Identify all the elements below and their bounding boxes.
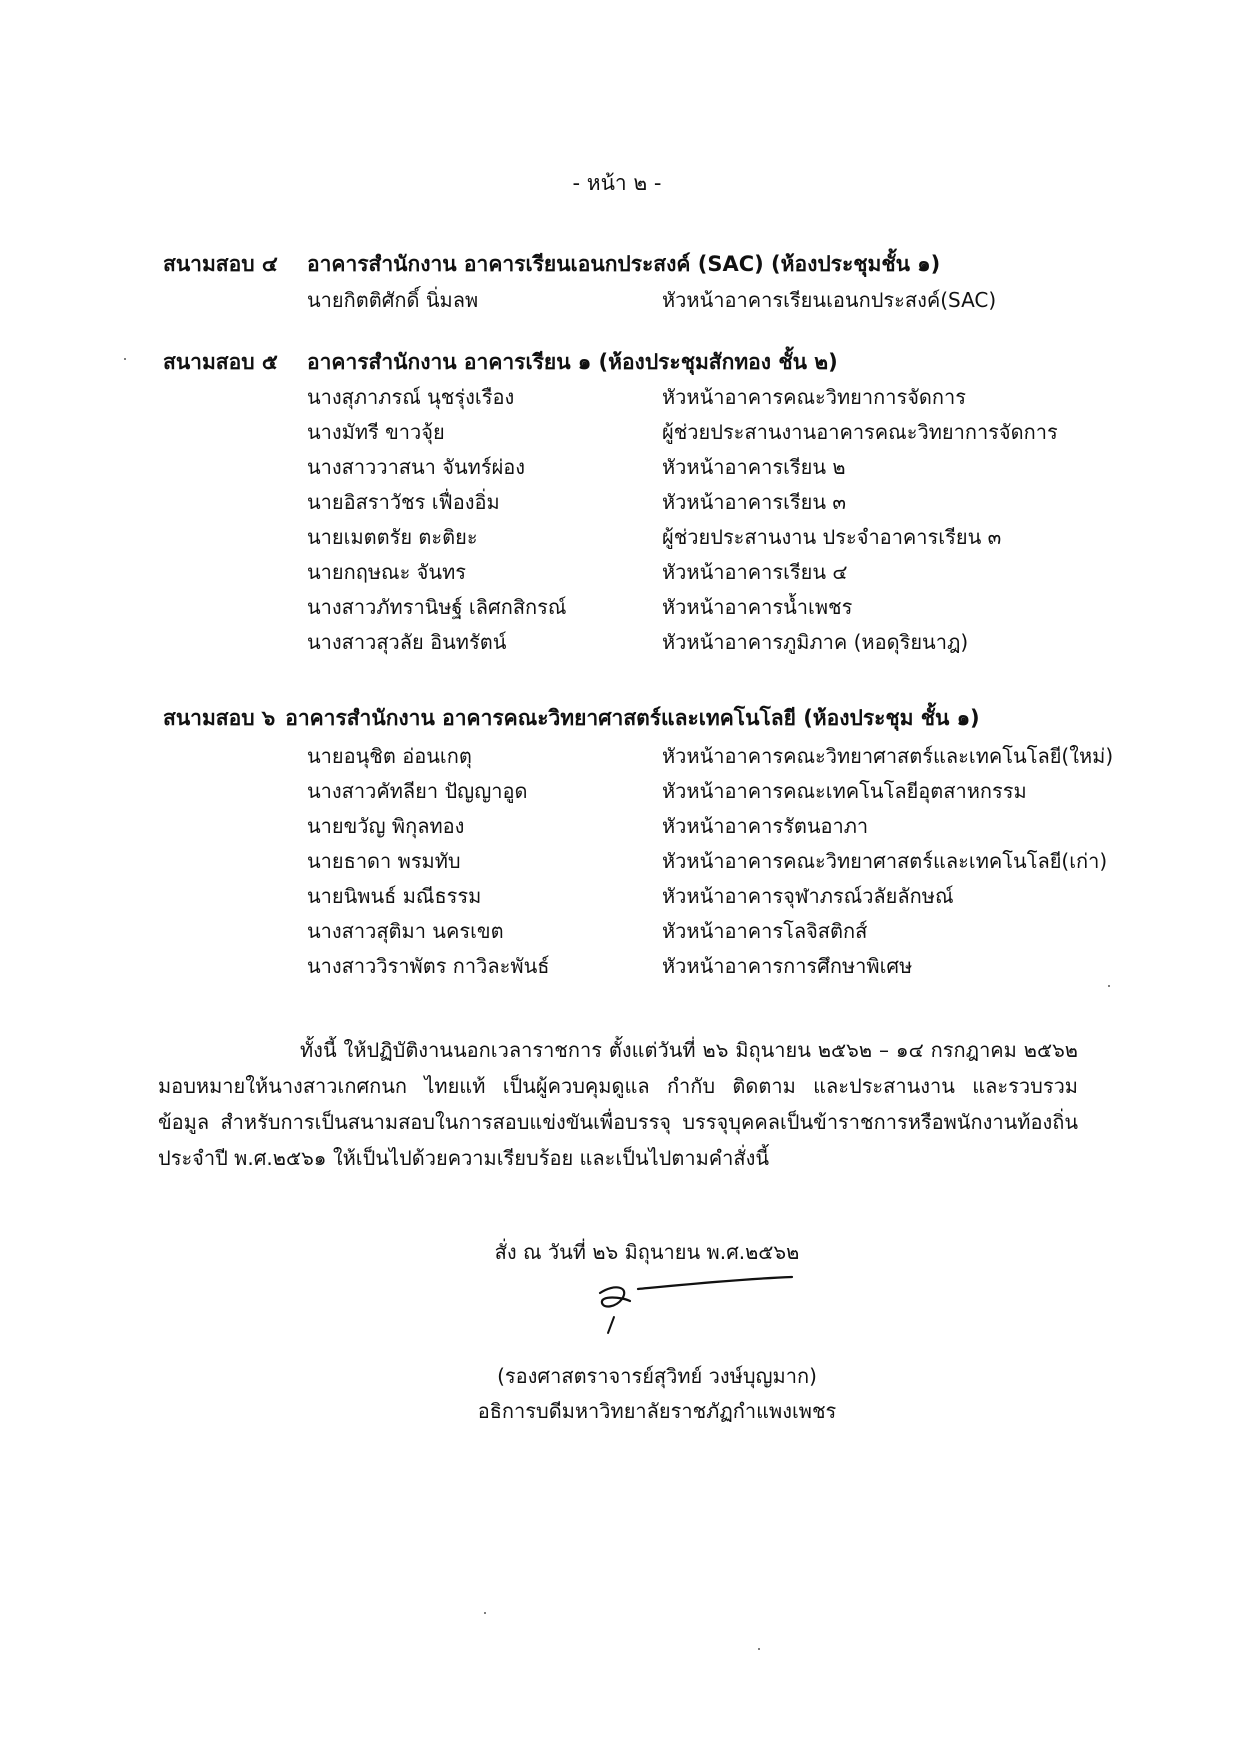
staff-name: นางสาวสุวลัย อินทรัตน์ (307, 630, 507, 654)
order-date: สั่ง ณ วันที่ ๒๖ มิถุนายน พ.ศ.๒๕๖๒ (494, 1240, 800, 1264)
staff-position: หัวหน้าอาคารการศึกษาพิเศษ (662, 954, 913, 978)
staff-row (307, 845, 1167, 879)
staff-name: นายขวัญ พิกุลทอง (307, 814, 465, 838)
exam-venue-4-heading (163, 248, 1114, 281)
staff-position: หัวหน้าอาคารจุฬาภรณ์วลัยลักษณ์ (662, 884, 954, 908)
staff-position: หัวหน้าอาคารเรียนเอนกประสงค์(SAC) (662, 288, 997, 312)
staff-row (307, 810, 1167, 844)
staff-name: นางสาวภัทรานิษฐ์ เลิศกสิกรณ์ (307, 595, 567, 619)
exam-venue-title: อาคารสำนักงาน อาคารเรียน ๑ (ห้องประชุมสักทอง ชั้น ๒) (307, 350, 838, 374)
staff-row (307, 284, 1167, 318)
staff-name: นายเมตตรัย ตะติยะ (307, 525, 478, 549)
staff-name: นางสาววาสนา จันทร์ผ่อง (307, 455, 526, 479)
staff-row (307, 416, 1167, 450)
staff-name: นายกิตติศักดิ์ นิ่มลพ (307, 288, 479, 312)
staff-row (307, 591, 1167, 625)
staff-row (307, 521, 1167, 555)
exam-venue-title: อาคารสำนักงาน อาคารคณะวิทยาศาสตร์และเทคโนโลยี (ห้องประชุม ชั้น ๑) (285, 706, 980, 730)
staff-name: นายธาดา พรมทับ (307, 849, 461, 873)
staff-position: หัวหน้าอาคารโลจิสติกส์ (662, 919, 868, 943)
staff-name: นางสาววิราพัตร กาวิละพันธ์ (307, 954, 550, 978)
staff-row (307, 915, 1167, 949)
scan-speck (758, 1648, 760, 1650)
staff-position: หัวหน้าอาคารรัตนอาภา (662, 814, 869, 838)
staff-position: หัวหน้าอาคารเรียน ๓ (662, 490, 847, 514)
staff-name: นายอิสราวัชร เฟื่องอิ่ม (307, 490, 500, 514)
staff-position: หัวหน้าอาคารเรียน ๒ (662, 455, 846, 479)
staff-position: หัวหน้าอาคารคณะวิทยาการจัดการ (662, 385, 967, 409)
staff-position: หัวหน้าอาคารน้ำเพชร (662, 595, 853, 619)
staff-row (307, 740, 1167, 774)
paragraph-line: ข้อมูล สำหรับการเป็นสนามสอบในการสอบแข่งขันเพื่อบรรจุ บรรจุบุคคลเป็นข้าราชการหรือพนักงานท้องถิ่น (158, 1110, 1078, 1134)
staff-position: หัวหน้าอาคารภูมิภาค (หอดุริยนาฎ) (662, 630, 969, 654)
staff-name: นายกฤษณะ จันทร (307, 560, 466, 584)
scan-speck (124, 358, 126, 360)
exam-venue-label: สนามสอบ ๖ (163, 706, 276, 730)
signatory-name: (รองศาสตราจารย์สุวิทย์ วงษ์บุญมาก) (497, 1364, 817, 1388)
paragraph-line: มอบหมายให้นางสาวเกศกนก ไทยแท้ เป็นผู้ควบคุมดูแล กำกับ ติดตาม และประสานงาน และรวบรวม (158, 1074, 1078, 1098)
staff-name: นางสาวสุติมา นครเขต (307, 919, 504, 943)
staff-position: ผู้ช่วยประสานงานอาคารคณะวิทยาการจัดการ (662, 420, 1058, 444)
staff-row (307, 451, 1167, 485)
staff-position: ผู้ช่วยประสานงาน ประจำอาคารเรียน ๓ (662, 525, 1002, 549)
paragraph-line: ประจำปี พ.ศ.๒๕๖๑ ให้เป็นไปด้วยความเรียบร้อย และเป็นไปตามคำสั่งนี้ (158, 1146, 770, 1170)
staff-name: นางสุภาภรณ์ นุชรุ่งเรือง (307, 385, 515, 409)
staff-row (307, 556, 1167, 590)
staff-position: หัวหน้าอาคารเรียน ๔ (662, 560, 848, 584)
staff-position: หัวหน้าอาคารคณะเทคโนโลยีอุตสาหกรรม (662, 779, 1027, 803)
paragraph-line: ทั้งนี้ ให้ปฏิบัติงานนอกเวลาราชการ ตั้งแต่วันที่ ๒๖ มิถุนายน ๒๕๖๒ – ๑๔ กรกฎาคม ๒๕๖๒ (300, 1038, 1078, 1062)
staff-row (307, 775, 1167, 809)
scan-speck (484, 1612, 486, 1614)
staff-name: นางสาวคัทลียา ปัญญาอูด (307, 779, 528, 803)
staff-row (307, 880, 1167, 914)
exam-venue-6-heading (163, 702, 1114, 735)
signatory-title: อธิการบดีมหาวิทยาลัยราชภัฏกำแพงเพชร (477, 1399, 837, 1423)
staff-position: หัวหน้าอาคารคณะวิทยาศาสตร์และเทคโนโลยี(เก่า) (662, 849, 1108, 873)
scan-speck (1108, 985, 1110, 987)
staff-name: นายอนุชิต อ่อนเกตุ (307, 744, 472, 768)
staff-name: นางมัทรี ขาวจุ้ย (307, 420, 445, 444)
staff-row (307, 381, 1167, 415)
staff-name: นายนิพนธ์ มณีธรรม (307, 884, 482, 908)
closing-paragraph (158, 1032, 1078, 1176)
staff-row (307, 486, 1167, 520)
staff-row (307, 950, 1167, 984)
exam-venue-title: อาคารสำนักงาน อาคารเรียนเอนกประสงค์ (SAC) (ห้องประชุมชั้น ๑) (307, 252, 941, 276)
signature (560, 1265, 810, 1345)
exam-venue-label: สนามสอบ ๕ (163, 350, 278, 374)
exam-venue-label: สนามสอบ ๔ (163, 252, 278, 276)
staff-position: หัวหน้าอาคารคณะวิทยาศาสตร์และเทคโนโลยี(ใหม่) (662, 744, 1114, 768)
exam-venue-5-heading (163, 346, 1114, 379)
page-number: - หน้า ๒ - (572, 171, 662, 195)
staff-row (307, 626, 1167, 660)
